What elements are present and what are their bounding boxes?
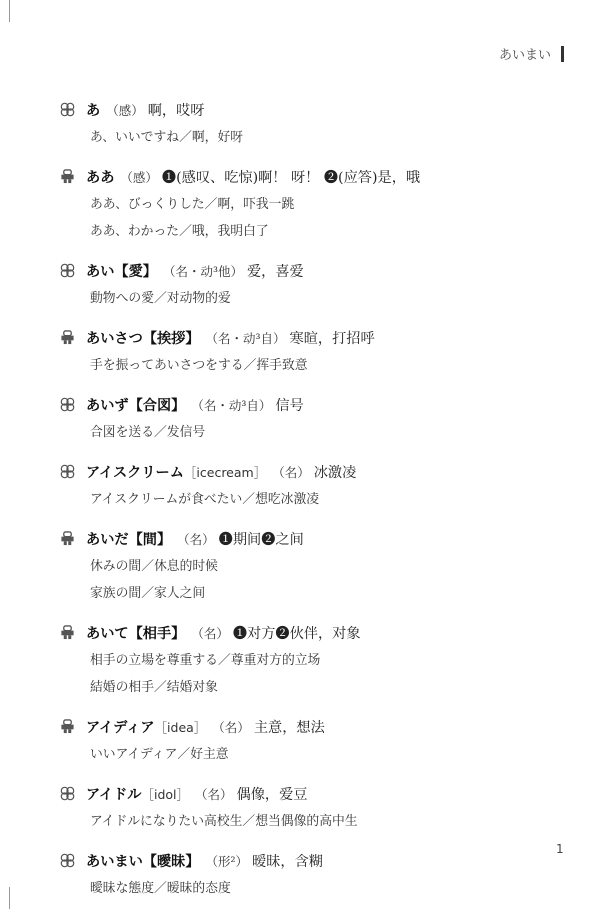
example-sentence: いいアイディア／好主意 bbox=[90, 747, 229, 762]
entry bbox=[60, 259, 560, 312]
meaning: 爱，喜爱 bbox=[246, 264, 304, 280]
meaning: 冰激凌 bbox=[313, 465, 357, 481]
example-sentence: 手を振ってあいさつをする／挥手致意 bbox=[90, 358, 308, 373]
page-number: 1 bbox=[556, 842, 564, 856]
example-sentence: 動物への愛／对动物的爱 bbox=[90, 291, 231, 306]
lock-icon bbox=[60, 625, 86, 640]
meaning: ❶对方❷伙伴，对象 bbox=[232, 626, 361, 642]
entry bbox=[60, 326, 560, 379]
crest-icon bbox=[60, 263, 86, 278]
part-of-speech: （名・动³自） bbox=[191, 398, 272, 413]
meaning: 暧昧，含糊 bbox=[252, 854, 323, 870]
entry bbox=[60, 782, 560, 835]
example-sentence: 曖昧な態度／暧昧的态度 bbox=[90, 881, 231, 896]
entry bbox=[60, 849, 560, 902]
meaning: ❶期间❷之间 bbox=[218, 532, 304, 548]
meaning: ❶(感叹、吃惊)啊！ 呀！ ❷(应答)是，哦 bbox=[161, 170, 421, 186]
dictionary-entries bbox=[60, 98, 560, 916]
entry bbox=[60, 527, 560, 607]
entry-head-line bbox=[60, 715, 560, 741]
headword: あい【愛】 bbox=[86, 264, 157, 280]
headword: あ bbox=[86, 103, 101, 119]
origin-word: ［icecream］ bbox=[183, 465, 267, 480]
part-of-speech: （形²） bbox=[205, 854, 249, 869]
entry-head-line bbox=[60, 849, 560, 875]
meaning: 寒暄，打招呼 bbox=[289, 331, 375, 347]
example-sentence: 家族の間／家人之间 bbox=[90, 586, 206, 601]
crest-icon bbox=[60, 464, 86, 479]
part-of-speech: （名） bbox=[195, 787, 233, 802]
entry-head-line bbox=[60, 165, 560, 191]
entry-head-line bbox=[60, 527, 560, 553]
part-of-speech: （名） bbox=[191, 626, 229, 641]
headword: アイスクリーム bbox=[86, 465, 184, 481]
meaning: 偶像，爱豆 bbox=[236, 787, 308, 803]
part-of-speech: （名・动³他） bbox=[162, 264, 243, 279]
headword: あいず【合図】 bbox=[86, 398, 186, 414]
part-of-speech: （名） bbox=[177, 532, 215, 547]
meaning: 啊，哎呀 bbox=[147, 103, 205, 119]
lock-icon bbox=[60, 330, 86, 345]
headword: あいまい【曖昧】 bbox=[86, 854, 200, 870]
example-sentence: アイスクリームが食べたい／想吃冰激凌 bbox=[90, 492, 320, 507]
headword: アイドル bbox=[86, 787, 142, 803]
entry bbox=[60, 98, 560, 151]
example-sentence: ああ、びっくりした／啊，吓我一跳 bbox=[90, 197, 295, 212]
meaning: 主意，想法 bbox=[253, 720, 325, 736]
example-sentence: 合図を送る／发信号 bbox=[90, 425, 206, 440]
part-of-speech: （名・动³自） bbox=[205, 331, 286, 346]
headword: あいだ【間】 bbox=[86, 532, 172, 548]
headword: あいさつ【挨拶】 bbox=[86, 331, 200, 347]
crest-icon bbox=[60, 786, 86, 801]
entry-head-line bbox=[60, 98, 560, 124]
entry bbox=[60, 393, 560, 446]
example-sentence: 結婚の相手／结婚对象 bbox=[90, 680, 218, 695]
running-head-text: あいまい bbox=[498, 48, 551, 63]
lock-icon bbox=[60, 169, 86, 184]
entry bbox=[60, 460, 560, 513]
example-sentence: アイドルになりたい高校生／想当偶像的高中生 bbox=[90, 814, 358, 829]
part-of-speech: （名） bbox=[272, 465, 310, 480]
entry bbox=[60, 715, 560, 768]
headword: アイディア bbox=[86, 720, 155, 736]
entry-head-line bbox=[60, 621, 560, 647]
origin-word: ［idea］ bbox=[154, 720, 207, 735]
entry bbox=[60, 621, 560, 701]
example-sentence: ああ、わかった／哦，我明白了 bbox=[90, 224, 269, 239]
example-sentence: 休みの間／休息的时候 bbox=[90, 559, 218, 574]
part-of-speech: （名） bbox=[212, 720, 250, 735]
part-of-speech: （感） bbox=[120, 170, 158, 185]
crop-mark-bottom bbox=[9, 887, 10, 909]
origin-word: ［idol］ bbox=[141, 787, 190, 802]
example-sentence: あ、いいですね／啊，好呀 bbox=[90, 130, 244, 145]
entry-head-line bbox=[60, 782, 560, 808]
crest-icon bbox=[60, 397, 86, 412]
meaning: 信号 bbox=[275, 398, 304, 414]
entry bbox=[60, 165, 560, 245]
entry-head-line bbox=[60, 393, 560, 419]
headword: ああ bbox=[86, 170, 115, 186]
lock-icon bbox=[60, 531, 86, 546]
crop-mark-top bbox=[9, 0, 10, 22]
crest-icon bbox=[60, 853, 86, 868]
entry-head-line bbox=[60, 460, 560, 486]
part-of-speech: （感） bbox=[106, 103, 144, 118]
running-head bbox=[499, 44, 564, 63]
entry-head-line bbox=[60, 259, 560, 285]
crest-icon bbox=[60, 102, 86, 117]
entry-head-line bbox=[60, 326, 560, 352]
lock-icon bbox=[60, 719, 86, 734]
example-sentence: 相手の立場を尊重する／尊重对方的立场 bbox=[90, 653, 321, 668]
running-head-bar bbox=[561, 46, 564, 62]
headword: あいて【相手】 bbox=[86, 626, 186, 642]
